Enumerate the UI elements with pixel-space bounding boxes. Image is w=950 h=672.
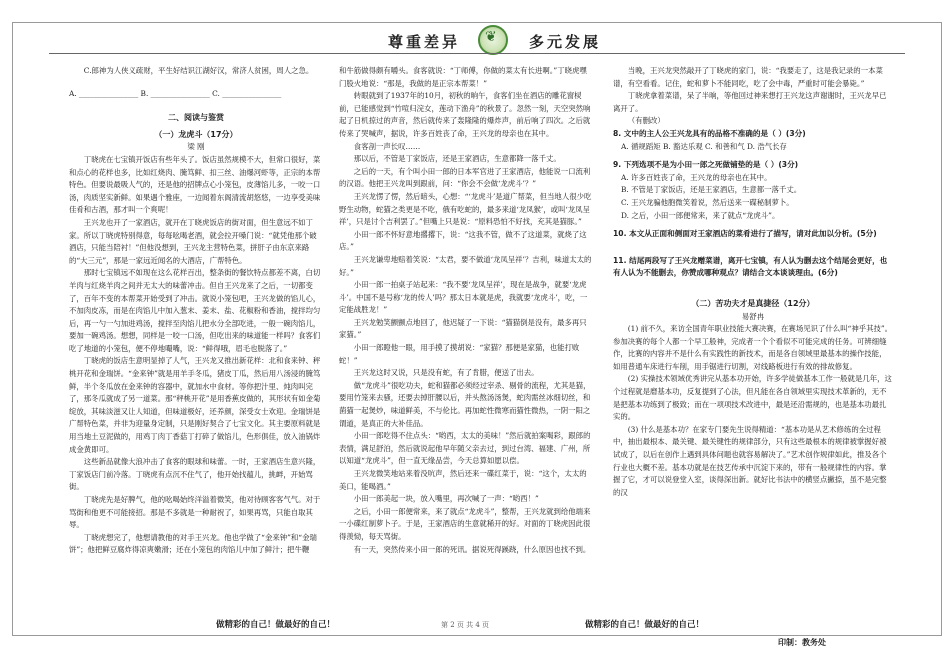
footer-slogan-right: 做精彩的自己！做最好的自己！ [585,620,705,630]
paragraph: 丁晓虎先是好脾气，他的吆喝始终洋溢着微笑，他对待顾客客气气。对于骂街和他更不可能接招。那是不多就是一种耐祝了，如果再骂，只能自取其辱。 [69,495,321,530]
paragraph: (3) 什么是基本功？在家专门要先生说得精道：“基本功是从艺术修练的全过程中，抽出最根本、最关键、最关键性的规律部分，只有这些最根本的规律被掌握好被试成了，以后在创作上遇到具体问题也就容易解决了。”艺术创作规律如此，推及各个行业也大概不差。基本功就是在技艺传承中沉淀下来的，带有一般规律性的内容。掌握了它，才可以说登堂入室，谈得深出新。就好比书法中的横竖点撇捺，虽不是完整的汉 [613,424,887,497]
paragraph: 做“龙虎斗”很吃功夫，蛇和猫都必须经过宰杀、剔骨的流程，尤其是猫，要用竹笼来去骚，还要去掉肝腰以后，并头熬汤汤煲，蛇肉需丝冰细切丝，和菌猫一起煲炒，味道鲜美，不与伦比。再加蛇性微寒而猫性微热，一阴一阳之谓道，是真正的大补佳品。 [339,380,591,428]
paragraph: 丁晓虎想完了，他想请教他的对手王兴龙。他也学做了“金来钟”和“金瑞饼”；他把鲜豆腐炸得凉爽嫩滑；还在小笼包的肉馅儿中加了鲜汁；把牛鞭 [69,532,317,555]
paragraph: 小田一郎吃得不住点头：“哟西，太太的美味！”然后就拍案喝彩，跟郎的表情，满足舒泊，然后就说起他早年随父亲去过，到过台湾、福建、广州，所以知道“龙虎斗”，但一直无缘品尝，今天总算如愿以偿。 [339,431,591,466]
paragraph: (2) 实操技术领域优秀讲完从基本功开始，许多学徒做基本工作一般就是几年，这个过程就是磨基本功，反复提到了心法，但凡能在各自领域里实现技术革新的，无不是把基本功练到了极致；而在一项项技术改进中，最是还沿需规的，也是基本功最扎实的。 [613,374,892,422]
paragraph: 王兴龙愣了愣，然后暗头，心想：“‘龙虎斗’是道广帮菜，但当地人很少吃野生动物，蛇猫之类更是不吃，俄有吃蛇的，最多来道‘龙凤猴’，或叫‘龙凤呈祥’，只是讨个吉利罢了。”但嘴上只是说：“原料恐怕不好找，充其是猫豚。” [339,191,592,227]
paragraph: 小田一郎一拍桌子站起来：“我不要‘龙凤呈祥’，现在是战争，就要‘龙虎斗’。中国不是号称‘龙的传人’吗？那太日本就是虎，我就要‘龙虎斗’，吃，一定能战胜龙！” [339,280,588,315]
question-11: 11. 结尾两段写了王兴龙赠菜谱，离开七宝镇，有人认为删去这个结尾会更好，也有人认为不能删去，你赞成哪种观点？请结合文本谈谈理由。(6分) [613,255,888,278]
footer-printer: 印制：教务处 [778,638,826,647]
question-9-option: B. 不管是丁家饭店，还是王家酒店，生意都一落千丈。 [621,185,802,195]
paragraph: 有一天，突然传来小田一郎的死讯。据说死得蹊跷，什么原因也找不到。 [353,544,591,554]
column-3 [613,65,893,499]
question-8-options: A. 循规蹈矩 B. 豁达乐观 C. 和善和气 D. 浩气长存 [621,141,787,151]
paragraph: 小田一郎不怀好意地撂撂下，说：“这我不管，做不了这道菜，就烧了这店。” [339,229,587,252]
subsection-title: （二）苦功夫才是真捷径（12分） [691,298,815,308]
paragraph: 之后的一天，有个叫小田一郎的日本军官进了王家酒店，他能说一口流利的汉语。他把王兴龙叫到跟前，问：“你会不会做‘龙虎斗’？” [339,166,591,189]
author: 梁 刚 [187,142,205,152]
paragraph: 王兴龙也开了一家酒店，就开在丁晓虎饭店的街对面，但生意远不如丁家。所以丁晓虎特别得意，每每吆喝老酒，就会拉开嗓门说：“就凭他那个破酒店，只能当陪衬！”但他没想到，王兴龙主营特色菜，拼肝子由东京来路的“大三元”，那是一家远近闻名的大酒店，广帮特色。 [69,217,317,265]
source-note: （有删改） [627,116,665,126]
header-divider [49,53,905,54]
header-motto-left: 尊重差异 [388,33,461,51]
paragraph: 王兴龙谦卑地赔着笑说：“太君，要不做道‘龙凤呈祥’？吉利，味道太太的好。” [339,254,592,277]
paragraph: 小田一郎瞪他一眼，用手摸了摸胡说：“家猫？那便是家猫，也能打败蛇！” [339,343,580,365]
question-8: 8. 文中的主人公王兴龙具有的品格不准确的是（ ）(3分) [613,128,806,138]
question-9-option: A. 许多百姓丧了命，王兴龙的母亲也在其中。 [621,172,772,182]
paragraph: 王兴龙微笑地站来着没吭声，然后还来一碟红菜于，说：“这个，太太的美口，能喝酒。” [339,469,587,491]
column-1 [69,65,323,557]
answer-blanks: A. ________________ B. ________________ C. ________________ [69,88,282,98]
author: 易舒冉 [741,311,765,321]
paragraph: 食客剖一声长叹…… [353,141,421,151]
paragraph: 之后，小田一郎便常来，来了就点“龙虎斗”，整帮，王兴龙就到给他端来一小碟红制萝卜子。于是，王家酒店的生意就稀开的好。对面的丁晓虎因此很得羡恸，每天骂街。 [339,506,591,541]
paragraph: (1) 前不久，来访全国青年职业技能大赛决赛，在赛场见识了什么叫“神乎其技”。参加决赛的每个人都一个早工般神，完成者一个个看似不可能完成的任务。可辨细缝作，比赛的内容并不是什么有实践性的新技术，而是各自领域里最基本的操作技能，如用普通车床进行车削，用手锯进行切割，对线路板进行有效的排故修复。 [613,324,893,371]
paragraph: 小田一郎美起一块，放入嘴里，再次喊了一声：“哟西！” [353,494,539,504]
question-9-option: D. 之后，小田一郎便常来，来了就点“龙虎斗”。 [621,210,780,220]
paragraph: 那以后，不管是丁家饭店，还是王家酒店，生意都降一落千丈。 [353,154,561,164]
question-10: 10. 本文从正面和侧面对王家酒店的菜肴进行了描写，请对此加以分析。(5分) [613,229,877,239]
section-title: 二、阅读与鉴赏 [168,113,224,123]
paragraph: 王兴龙这时又说，只是没有蛇，有了肯腊，便送了出去。 [353,368,539,378]
subsection-title: （一）龙虎斗（17分） [154,129,238,139]
paragraph: 这些新品就像大浪冲击了食客的眼球和味蕾。一时，王家酒店生意兴隆，丁家饭店门前冷落。丁晓虎有点沉不住气了，他开始找蕴儿，挑衅，开始骂街。 [69,457,321,492]
school-logo-icon [478,25,508,55]
paragraph: 丁晓虎拿着菜谱，呆了半晌，等他回过神来想打王兴龙这声谢谢时，王兴龙早已离开了。 [613,91,887,113]
paragraph: 丁晓虎的饭店生意明显掉了人气，王兴龙又推出新花样：北和食来钟、秤桃开花和金瑞饼。“金来钟”就是用羊手冬瓜，猪皮丁瓜，然后用八汤浸的腌笃鲜，半个冬瓜放在金来钟的容器中，就加水中食材。等你把汁里、炖肉叫完了，那冬瓜就成了另一道菜。那“秤桃开花”是用香蕉皮做的，其形状有如金菊绽放，其味淡滋又让人知道，但味道极好，还养颜，深受女士欢迎。金瑞饼是广帮特色菜，并非为迎量身定制，只是刚好契合了七宝文化。其主要原料就是用当地土豆泥做的，用鸡丁肉丁香菇丁打碎了做馅儿，色形俱佳，放入油锅炸成金黄即可。 [69,356,321,454]
footer-slogan-left: 做精彩的自己！做最好的自己！ [216,620,336,630]
page-header [13,29,941,53]
question-9: 9. 下列选项不是为小田一郎之死做铺垫的是（ ）(3分) [613,160,799,170]
column-2 [339,65,593,556]
option-c: C.郎神为人侠义疏财，平生好结识江湖好汉，常济人贫困，周人之急。 [83,66,314,75]
question-9-option: C. 王兴龙骗他胞微笑着说，然后送来一碟秘制萝卜。 [621,197,794,207]
paragraph: 王兴龙勉笑颤颤点地回了，他迟疑了一下说：“猫猫倒是没有，最多再只家猫。” [339,317,587,340]
paragraph: 当晚，王兴龙突然敲开了丁晓虎的家门，说：“我要走了，这是我记录的一本菜谱，有空看看。记住，蛇和萝卜不能同吃，吃了会中毒，严重时可能会暴毙。” [613,66,883,88]
paragraph: 那时七宝镇远不如现在这么花样百出，整条街的餐饮特点都差不离，白切羊肉与红烧羊肉之间并无太大的味蕾冲击。但自王兴龙来了之后，一切都变了，百年不变的本帮菜开始受到了冲击。就说小笼包吧，王兴龙做的馅儿心，不加肉皮冻，而是在肉馅儿中加入葱末、姜末、盐、花椒粉和香油，搅拌均匀后，再一勺一勺加进鸡汤，搅拌至肉馅儿把水分全部吃进，一般一碗肉馅儿，要加一碗鸡汤。想想，同样是一咬一口汤，但吃出来的味道能一样吗？食客们吃了地道的小笼包，便不停地嘬嘴，说：“鲜得哦，眉毛也脱落了。” [69,268,321,353]
paragraph: 和牛筋做得颇有嚼头。食客就说：“丁师傅，你做的菜太有长进啊。”丁晓虎嘿门股火地说：“那是，我做的是正宗本帮菜！” [339,66,587,88]
exam-sheet [12,22,942,636]
page-number: 第 2 页 共 4 页 [441,621,490,629]
header-motto-right: 多元发展 [529,33,602,51]
paragraph: 丁晓虎在七宝镇开饭店有些年头了。饭店虽然规模不大，但常口很好，菜和点心的花样也多，比如红烧肉、腌笃鲜、扣三丝、油爆河虾等，正宗的本帮特色。但要说最吸人气的，还是他的招牌点心小笼包，皮薄馅儿多，一咬一口汤，肉质坚实新鲜。如果遇个雅座，一边闻着东阁清流胡悠悠，一边享受美味佳肴和古酒，那才叫一个爽呢！ [69,154,321,215]
paragraph: 转眼就到了1937年的10月，初秋的晌午，食客们坐在酒店的雕花窗棂前，已能感觉到“竹喧归浣女，莲动下渔舟”的秋景了。忽然一刻，天空突然响起了日机掠过的声音，然后就传来了轰隆隆的爆炸声，前后响了四次。之后就传来了哭喊声，据说，许多百姓丧了命，王兴龙的母亲也在其中。 [339,91,591,138]
